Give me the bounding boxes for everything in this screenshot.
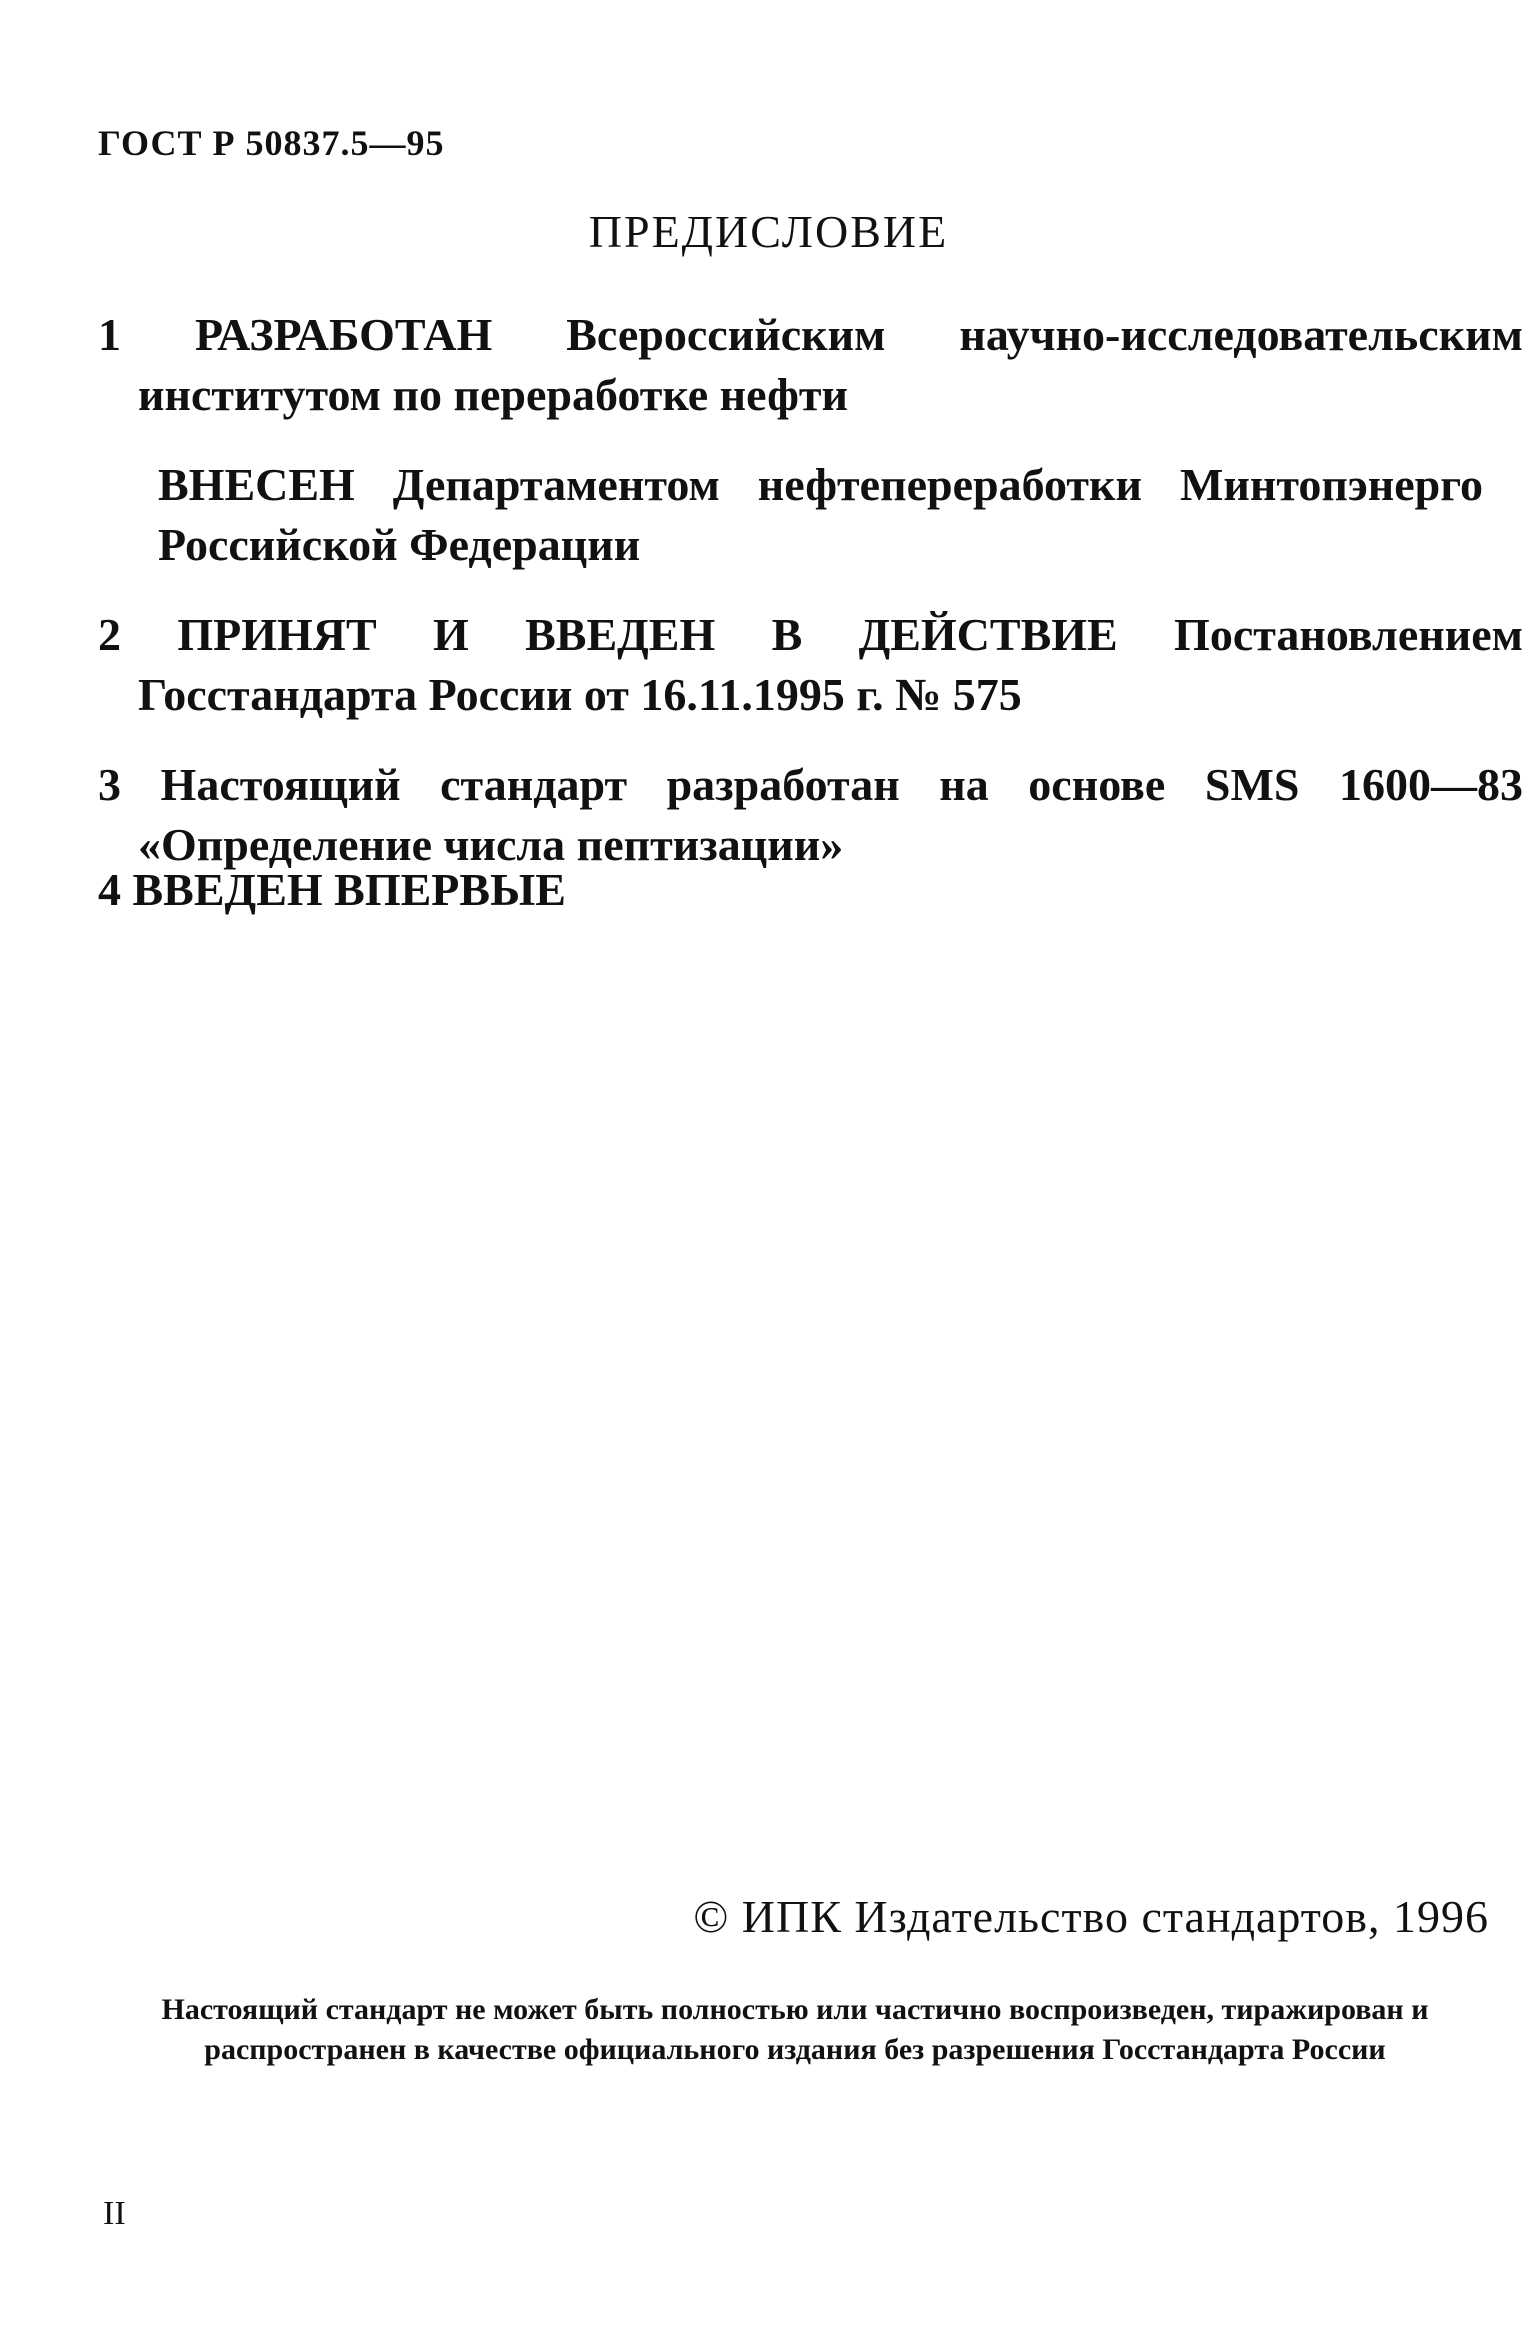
item-adopted-text: Постановлением Госстандарта России от 16.11.1995 г. № 575 — [138, 609, 1523, 720]
item-basis-text: 3 Настоящий стандарт разработан на основе SMS 1600—83 «Определение числа пептизации» — [98, 759, 1523, 870]
item-developed — [98, 305, 1523, 425]
item-developed-lead: 1 РАЗРАБОТАН — [98, 309, 493, 360]
item-developed-text: Всероссийским научно-исследовательским институтом по переработке нефти — [138, 309, 1523, 420]
copyright-line: © ИПК Издательство стандартов, 1996 — [693, 1891, 1489, 1942]
item-introduced — [158, 455, 1483, 575]
page-title: ПРЕДИСЛОВИЕ — [588, 206, 949, 257]
item-first-introduced — [98, 860, 1483, 920]
item-basis — [98, 755, 1523, 875]
item-introduced-text: Департаментом нефтепереработки Минтопэнерго Российской Федерации — [158, 459, 1483, 570]
page-number: II — [103, 2195, 126, 2232]
item-adopted-lead: 2 ПРИНЯТ И ВВЕДЕН В ДЕЙСТВИЕ — [98, 609, 1118, 660]
item-adopted — [98, 605, 1523, 725]
item-introduced-lead: ВНЕСЕН — [158, 459, 355, 510]
reproduction-notice: Настоящий стандарт не может быть полностью или частично воспроизведен, тиражирован и распространен в качестве официального издания без разрешения Госстандарта России — [161, 1993, 1429, 2066]
document-code: ГОСТ Р 50837.5—95 — [98, 123, 445, 163]
item-first-introduced-text: 4 ВВЕДЕН ВПЕРВЫЕ — [98, 864, 566, 915]
